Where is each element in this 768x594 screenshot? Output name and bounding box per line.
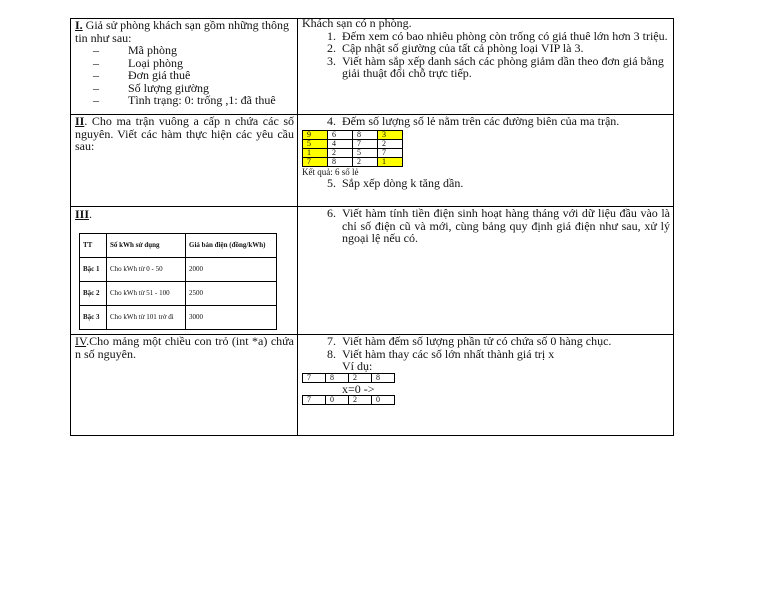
matrix-cell: 8 [353,130,378,139]
task-item [302,207,670,245]
section-4-number: IV [75,334,87,348]
hotel-intro: Khách sạn có n phòng. [302,16,412,30]
section-1-intro-text: Giả sử phòng khách sạn gồm những thông tin như sau: [75,18,289,45]
example-label: Ví dụ: [342,359,373,373]
task-item [302,115,670,128]
section-3-left-cell [71,207,298,335]
matrix-cell: 2 [328,148,353,157]
header-cell: TT [80,233,107,257]
task-number: 4. [327,114,336,128]
room-field-text: Loại phòng [128,55,183,70]
section-4-left-cell [71,335,298,436]
matrix-cell: 7 [303,157,328,166]
array-cell: 0 [326,395,349,404]
matrix-cell: 9 [303,130,328,139]
x-value-line: x=0 -> [342,381,375,396]
example-matrix [302,130,403,167]
matrix-cell: 4 [328,139,353,148]
matrix-row [303,139,403,148]
matrix-row [303,148,403,157]
range-cell: Cho kWh từ 0 - 50 [107,257,186,281]
section-2-number: II [75,114,85,128]
task-item [302,177,670,190]
price-cell: 3000 [186,305,277,329]
price-table-row [80,257,277,281]
array-cell: 8 [372,373,395,382]
matrix-result: Kết quả: 6 số lẻ [302,166,359,177]
section-1-right-cell [298,16,674,115]
room-field-text: Đơn giá thuê [128,68,191,82]
array-cell: 7 [303,395,326,404]
task-item [302,42,670,55]
array-cell: 2 [349,373,372,382]
section-1-number: I. [75,18,83,32]
task-number: 8. [327,346,336,361]
section-1-left-cell [71,19,298,115]
task-text: Đếm xem có bao nhiêu phòng còn trống có giá thuê lớn hơn 3 triệu. [342,28,668,43]
task-number: 6. [327,206,336,220]
array-cell: 2 [349,395,372,404]
price-table-row [80,281,277,305]
price-cell: 2500 [186,281,277,305]
tier-cell: Bậc 3 [80,305,107,329]
dash-bullet: – [93,68,99,82]
section-4-right-cell [298,335,674,436]
room-field-text: Mã phòng [128,43,177,57]
task-item [302,335,670,348]
room-field-text: Tình trạng: 0: trống ,1: đã thuê [128,93,276,107]
section-4-intro-text: .Cho mảng một chiều con trỏ (int *a) chứa n số nguyên. [75,334,294,361]
tier-cell: Bậc 1 [80,257,107,281]
matrix-cell: 5 [303,139,328,148]
room-fields-list [75,44,294,107]
electricity-price-table [79,233,277,330]
task-text: Cập nhật số giường của tất cả phòng loại VIP là 3. [342,41,584,55]
section-2-right-cell [298,115,674,207]
array-cell: 0 [372,395,395,404]
dash-bullet: – [93,80,99,95]
task-text: Viết hàm sắp xếp danh sách các phòng giảm dần theo đơn giá bằng giải thuật đổi chỗ trực tiếp. [342,53,664,80]
matrix-cell: 7 [353,139,378,148]
task-text: Đếm số lượng số lẻ nằm trên các đường biên của ma trận. [342,114,620,128]
matrix-cell: 5 [353,148,378,157]
header-cell: Số kWh sử dụng [107,233,186,257]
dash-bullet: – [93,43,99,57]
header-cell: Giá bán điện (đồng/kWh) [186,233,277,257]
array-cell: 8 [326,373,349,382]
array-after [302,395,395,405]
matrix-cell: 8 [328,157,353,166]
dash-bullet: – [93,93,99,107]
matrix-cell: 3 [378,130,403,139]
price-table-row [80,305,277,329]
section-3-suffix: . [89,207,93,221]
section-1-intro [75,19,294,44]
room-field-item [75,44,294,57]
matrix-cell: 1 [303,148,328,157]
tier-cell: Bậc 2 [80,281,107,305]
task-text: Viết hàm đếm số lượng phần tử có chứa số 0 hàng chục. [342,334,612,348]
array-cell: 7 [303,373,326,382]
array-before [302,373,395,383]
matrix-cell: 2 [378,139,403,148]
section-4-task-list [302,335,670,360]
matrix-cell: 1 [378,157,403,166]
matrix-cell: 2 [353,157,378,166]
task-number: 1. [327,28,336,43]
task-text: Viết hàm thay các số lớn nhất thành giá trị x [342,346,555,361]
task-text: Sắp xếp dòng k tăng dần. [342,175,464,190]
dash-bullet: – [93,55,99,70]
task-number: 2. [327,41,336,55]
room-field-item [75,69,294,82]
section-3-number: III [75,207,90,221]
section-3-right-cell [298,207,674,335]
room-field-item [75,94,294,107]
matrix-row [303,157,403,166]
range-cell: Cho kWh từ 51 - 100 [107,281,186,305]
section-3-task-list [302,207,670,245]
price-table-header [80,233,277,257]
range-cell: Cho kWh từ 101 trở đi [107,305,186,329]
section-2-left-cell [71,115,298,207]
matrix-cell: 7 [378,148,403,157]
task-number: 3. [327,53,336,68]
task-number: 7. [327,334,336,348]
section-2-intro-text: . Cho ma trận vuông a cấp n chứa các số nguyên. Viết các hàm thực hiện các yêu cầu sau: [75,114,294,153]
section-1-task-list [302,30,670,80]
matrix-cell: 6 [328,130,353,139]
section-2-task-list-b [302,177,670,190]
task-text: Viết hàm tính tiền điện sinh hoạt hàng tháng với dữ liệu đầu vào là chỉ số điện cũ và mới, cùng bảng quy định giá điện như sau, xử lý ngoại lệ nếu có. [342,206,670,245]
section-2-task-list [302,115,670,128]
task-number: 5. [327,175,336,190]
task-item [302,55,670,80]
room-field-text: Số lượng giường [128,80,210,95]
exercise-table [70,18,674,436]
price-cell: 2000 [186,257,277,281]
matrix-row [303,130,403,139]
